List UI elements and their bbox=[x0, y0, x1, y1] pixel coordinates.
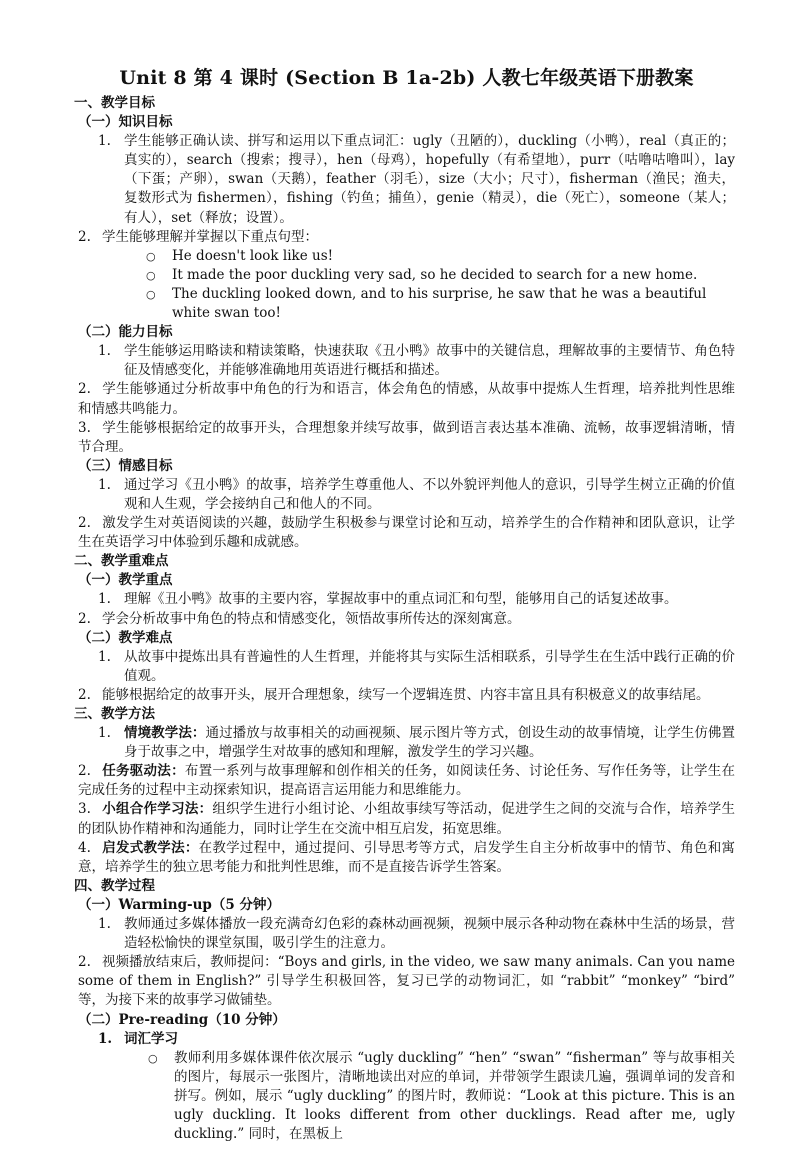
item-number: 1. bbox=[98, 476, 111, 493]
item-number: 3. bbox=[78, 801, 91, 818]
item-text: 学会分析故事中角色的特点和情感变化，领悟故事所传达的深刻寓意。 bbox=[102, 610, 521, 627]
method-name: 小组合作学习法： bbox=[102, 801, 213, 818]
circle-bullet-icon: ○ bbox=[146, 249, 156, 263]
list-item bbox=[78, 686, 735, 705]
section-heading-objectives: 一、教学目标 bbox=[74, 95, 155, 111]
subsection-knowledge: （一）知识目标 bbox=[78, 114, 173, 131]
item-number: 4. bbox=[78, 839, 91, 856]
list-item bbox=[78, 953, 735, 1010]
item-number: 1. bbox=[98, 725, 111, 742]
item-text: 词汇学习 bbox=[124, 1030, 178, 1047]
item-text: 学生能够正确认读、拼写和运用以下重点词汇：ugly（丑陋的），duckling（小鸭），real（真正的；真实的），search（搜索；搜寻），hen（母鸡），hopefully（有希望地），purr（咕噜咕噜叫），lay（下蛋；产卵），swan（天鹅），feather（羽毛），size（大小；尺寸），fisherman（渔民；渔夫，复数形式为 fishermen），fishing（钓鱼；捕鱼），genie（精灵），die（死亡），someone（某人；有人），set（释放；设置）。 bbox=[124, 133, 735, 226]
item-number: 1. bbox=[98, 1030, 113, 1047]
item-number: 3. bbox=[78, 419, 91, 436]
item-text: 学生能够理解并掌握以下重点句型： bbox=[102, 228, 318, 245]
list-item bbox=[78, 476, 735, 514]
item-text: 通过播放与故事相关的动画视频、展示图片等方式，创设生动的故事情境，让学生仿佛置身于故事之中，增强学生对故事的感知和理解，激发学生的学习兴趣。 bbox=[124, 725, 736, 761]
sentence-pattern: It made the poor duckling very sad, so he decided to search for a new home. bbox=[172, 266, 698, 283]
item-text: 学生能够根据给定的故事开头，合理想象并续写故事，做到语言表达基本准确、流畅，故事逻辑清晰，情节合理。 bbox=[78, 419, 735, 455]
list-item bbox=[78, 610, 735, 629]
item-text: 学生能够运用略读和精读策略，快速获取《丑小鸭》故事中的关键信息，理解故事的主要情节、角色特征及情感变化，并能够准确地用英语进行概括和描述。 bbox=[124, 343, 735, 379]
subsection-focus: （一）教学重点 bbox=[78, 572, 173, 589]
list-item bbox=[78, 342, 735, 380]
list-item bbox=[78, 380, 735, 418]
item-number: 1. bbox=[98, 916, 111, 933]
page-title: Unit 8 第 4 课时 (Section B 1a-2b) 人教七年级英语下册教案 bbox=[119, 67, 694, 89]
item-text: 教师通过多媒体播放一段充满奇幻色彩的森林动画视频，视频中展示各种动物在森林中生活的场景，营造轻松愉快的课堂氛围，吸引学生的注意力。 bbox=[124, 916, 735, 952]
section-heading-process: 四、教学过程 bbox=[74, 877, 155, 894]
circle-bullet-icon: ○ bbox=[148, 1051, 158, 1065]
bullet-item bbox=[78, 1049, 735, 1144]
subsection-difficulties: （二）教学难点 bbox=[78, 629, 173, 646]
sentence-pattern: The duckling looked down, and to his surprise, he saw that he was a beautiful white swan too! bbox=[172, 285, 707, 322]
sentence-pattern: He doesn't look like us! bbox=[172, 247, 334, 264]
method-name: 启发式教学法： bbox=[102, 839, 199, 856]
subsection-emotion: （三）情感目标 bbox=[78, 457, 173, 474]
list-item bbox=[78, 915, 735, 953]
item-number: 2. bbox=[78, 228, 91, 245]
list-item bbox=[78, 724, 735, 762]
list-item bbox=[78, 419, 735, 457]
bullet-item bbox=[78, 247, 735, 266]
list-item bbox=[78, 800, 735, 838]
subsection-pre-reading: （二）Pre-reading（10 分钟） bbox=[78, 1011, 286, 1028]
item-text: 从故事中提炼出具有普遍性的人生哲理，并能将其与实际生活相联系，引导学生在生活中践行正确的价值观。 bbox=[124, 648, 735, 684]
item-text: 能够根据给定的故事开头，展开合理想象，续写一个逻辑连贯、内容丰富且具有积极意义的故事结尾。 bbox=[102, 686, 710, 703]
list-item bbox=[78, 648, 735, 686]
item-text: 教师利用多媒体课件依次展示 “ugly duckling” “hen” “swan” “fisherman” 等与故事相关的图片，每展示一张图片，清晰地读出对应的单词，并带领学生跟读几遍，强调单词的发音和拼写。例如，展示 “ugly duckling” 的图片时，教师说：“Look at this picture. This is an ugly duckling. It looks different from other ducklings. Read after me, ugly duckling.” 同时，在黑板上 bbox=[174, 1049, 735, 1143]
list-item bbox=[78, 590, 735, 609]
item-text: 通过学习《丑小鸭》的故事，培养学生尊重他人、不以外貌评判他人的意识，引导学生树立正确的价值观和人生观，学会接纳自己和他人的不同。 bbox=[124, 476, 735, 512]
item-text: 在教学过程中，通过提问、引导思考等方式，启发学生自主分析故事中的情节、角色和寓意，培养学生的独立思考能力和批判性思维，而不是直接告诉学生答案。 bbox=[78, 839, 736, 875]
method-name: 任务驱动法： bbox=[102, 763, 185, 780]
subsection-ability: （二）能力目标 bbox=[78, 324, 173, 341]
subsection-warming-up: （一）Warming-up（5 分钟） bbox=[78, 896, 280, 913]
item-number: 2. bbox=[78, 763, 91, 780]
list-item bbox=[78, 1030, 735, 1049]
item-text: 学生能够通过分析故事中角色的行为和语言，体会角色的情感，从故事中提炼人生哲理，培养批判性思维和情感共鸣能力。 bbox=[78, 381, 735, 417]
bullet-item bbox=[78, 285, 735, 323]
list-item bbox=[78, 228, 735, 247]
item-number: 1. bbox=[98, 591, 111, 608]
item-number: 2. bbox=[78, 515, 91, 532]
item-number: 2. bbox=[78, 954, 91, 971]
circle-bullet-icon: ○ bbox=[146, 287, 156, 301]
item-number: 2. bbox=[78, 610, 91, 627]
list-item bbox=[78, 514, 735, 552]
item-number: 2. bbox=[78, 381, 91, 398]
bullet-item bbox=[78, 266, 735, 285]
method-name: 情境教学法： bbox=[124, 725, 206, 742]
item-text: 组织学生进行小组讨论、小组故事续写等活动，促进学生之间的交流与合作，培养学生的团队协作精神和沟通能力，同时让学生在交流中相互启发，拓宽思维。 bbox=[78, 801, 736, 837]
circle-bullet-icon: ○ bbox=[146, 268, 156, 282]
item-text: 视频播放结束后，教师提问：“Boys and girls, in the video, we saw many animals. Can you name some of them in English?” 引导学生积极回答，复习已学的动物词汇，如 “rabbit” “monkey” “bird” 等，为接下来的故事学习做铺垫。 bbox=[78, 954, 735, 1009]
list-item bbox=[78, 132, 735, 227]
section-heading-methods: 三、教学方法 bbox=[74, 706, 155, 722]
item-text: 理解《丑小鸭》故事的主要内容，掌握故事中的重点词汇和句型，能够用自己的话复述故事。 bbox=[124, 591, 678, 608]
list-item bbox=[78, 839, 735, 877]
item-text: 激发学生对英语阅读的兴趣，鼓励学生积极参与课堂讨论和互动，培养学生的合作精神和团队意识，让学生在英语学习中体验到乐趣和成就感。 bbox=[78, 515, 735, 551]
item-number: 2. bbox=[78, 686, 91, 703]
section-heading-key-points: 二、教学重难点 bbox=[74, 553, 169, 570]
list-item bbox=[78, 762, 735, 800]
item-number: 1. bbox=[98, 133, 111, 150]
item-text: 布置一系列与故事理解和创作相关的任务，如阅读任务、讨论任务、写作任务等，让学生在完成任务的过程中主动探索知识，提高语言运用能力和思维能力。 bbox=[78, 763, 736, 799]
item-number: 1. bbox=[98, 343, 111, 360]
item-number: 1. bbox=[98, 648, 111, 665]
